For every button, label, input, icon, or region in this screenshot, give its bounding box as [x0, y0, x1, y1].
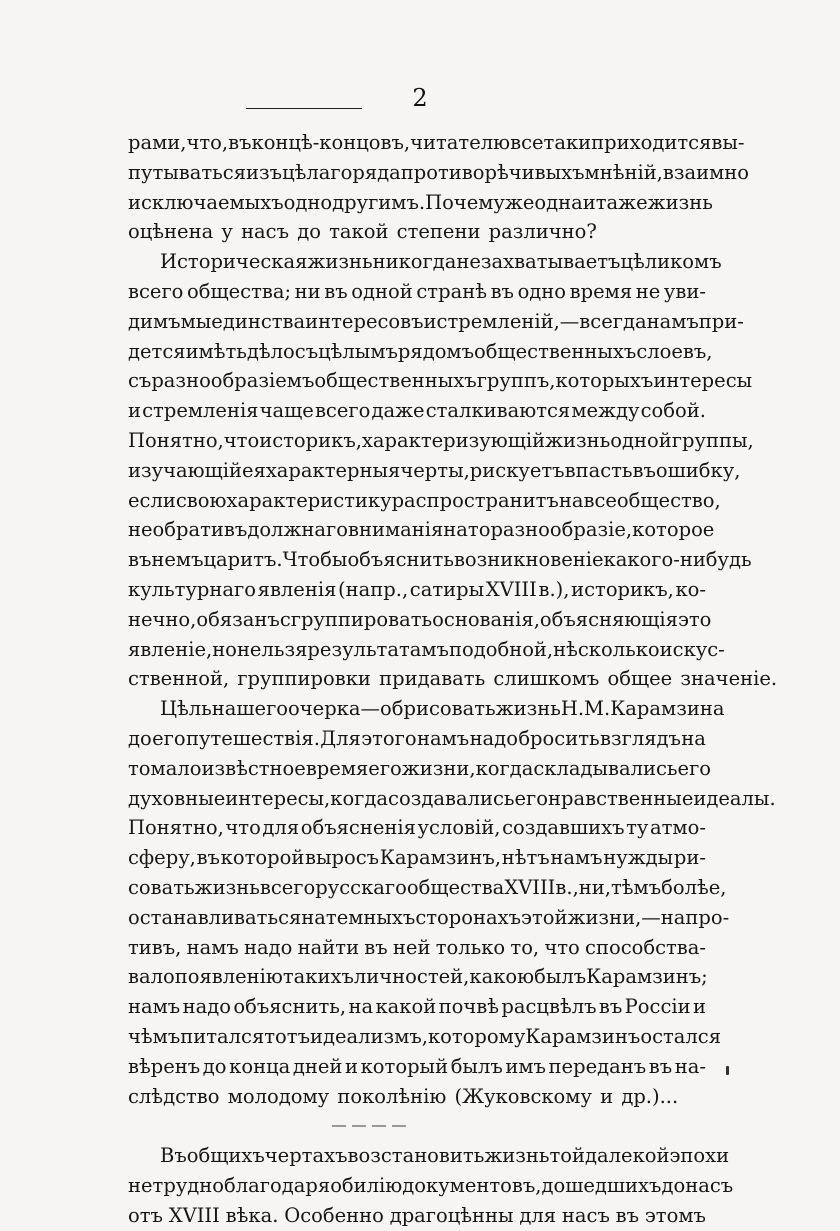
page-number: 2	[412, 84, 428, 112]
text-line: намъ надо объяснить, на какой почвѣ расцвѣлъ въ Россіи и	[128, 995, 706, 1019]
text-line: дется имѣть дѣло съ цѣлымъ рядомъ общественныхъ слоевъ,	[128, 339, 713, 363]
paragraph	[128, 128, 750, 247]
text-line: рами, что, въ концѣ-концовъ, читателю всетаки приходится вы-	[128, 131, 745, 154]
header-rule	[246, 108, 362, 109]
text-line: съ разнообразіемъ общественныхъ группъ, которыхъ интересы	[128, 369, 753, 393]
text-line: если свою характеристику распространитъ на все общество,	[128, 488, 721, 512]
text-line: димъ мы единства интересовъ и стремленій,— всегда намъ при-	[128, 309, 744, 333]
text-line: сферу, въ которой выросъ Карамзинъ, нѣтъ намъ нужды ри-	[128, 846, 706, 870]
text-line: Въ общихъ чертахъ возстановить жизнь той далекой эпохи	[160, 1144, 730, 1168]
text-line: духовные интересы, когда создавались его нравственные идеалы.	[128, 786, 776, 810]
paragraph	[128, 694, 776, 1111]
text-line: и стремленія чаще всего даже сталкиваются между собой.	[128, 399, 706, 423]
text-line: нечно, обязанъ сгруппировать основанія, объясняющія это	[128, 607, 712, 631]
text-line: въ немъ царитъ. Чтобы объяснить возникновеніе какого-нибудь	[128, 548, 752, 572]
text-line: изучающій ея характерныя черты, рискуетъ впасть въ ошибку,	[128, 458, 741, 482]
body-text	[128, 128, 778, 1231]
text-line: вало появленію такихъ личностей, какою былъ Карамзинъ;	[128, 965, 708, 989]
text-line: Историческая жизнь никогда не захватываетъ цѣликомъ	[160, 250, 722, 274]
text-line: ственной, группировки придавать слишкомъ общее значеніе.	[128, 667, 778, 691]
text-line: слѣдство молодому поколѣнію (Жуковскому и др.)...	[128, 1084, 679, 1108]
text-line: культурнаго явленія (напр., сатиры XVIII в.), историкъ, ко-	[128, 577, 706, 601]
text-line: останавливаться на темныхъ сторонахъ этой жизни,—напро-	[128, 905, 730, 929]
text-line: явленіе, но нельзя результатамъ подобной, нѣсколько искус-	[128, 637, 725, 661]
text-line: вѣренъ до конца дней и который былъ имъ переданъ въ на-	[128, 1054, 706, 1078]
margin-mark	[726, 1066, 729, 1075]
text-line: отъ XVIII вѣка. Особенно драгоцѣнны для насъ въ этомъ	[128, 1203, 706, 1227]
paragraph	[128, 247, 778, 694]
text-line: то малоизвѣстное время его жизни, когда складывались его	[128, 756, 712, 780]
text-line: Цѣль нашего очерка—обрисовать жизнь Н. М. Карамзина	[160, 697, 725, 721]
text-line: исключаемыхъ одно другимъ. Почему же одна и та же жизнь	[128, 190, 713, 214]
text-line: совать жизнь всего русскаго общества XVIII в., ни, тѣмъ болѣе,	[128, 875, 727, 899]
text-line: не обративъ должнаго вниманія на то разнообразіе, которое	[128, 518, 715, 542]
text-line: путываться изъ цѣлаго ряда противорѣчивыхъ мнѣній, взаимно	[128, 160, 750, 184]
text-line: чѣмъ питался тотъ идеализмъ, которому Карамзинъ остался	[128, 1024, 722, 1048]
text-line: Понятно, что историкъ, характеризующій жизнь одной группы,	[128, 428, 754, 452]
text-line: Понятно, что для объясненія условій, создавшихъ ту атмо-	[128, 816, 706, 840]
text-line: не трудно благодаря обилію документовъ, дошедшихъ до насъ	[128, 1174, 734, 1198]
section-separator	[32, 1111, 706, 1141]
page-header	[120, 84, 720, 112]
text-line: всего общества; ни въ одной странѣ въ одно время не уви-	[128, 279, 706, 303]
paragraph	[128, 1141, 734, 1230]
text-line: до его путешествія. Для этого намъ надо бросить взглядъ на	[128, 726, 706, 750]
text-line: тивъ, намъ надо найти въ ней только то, что способства-	[128, 935, 706, 959]
text-line: оцѣнена у насъ до такой степени различно?	[128, 220, 597, 244]
